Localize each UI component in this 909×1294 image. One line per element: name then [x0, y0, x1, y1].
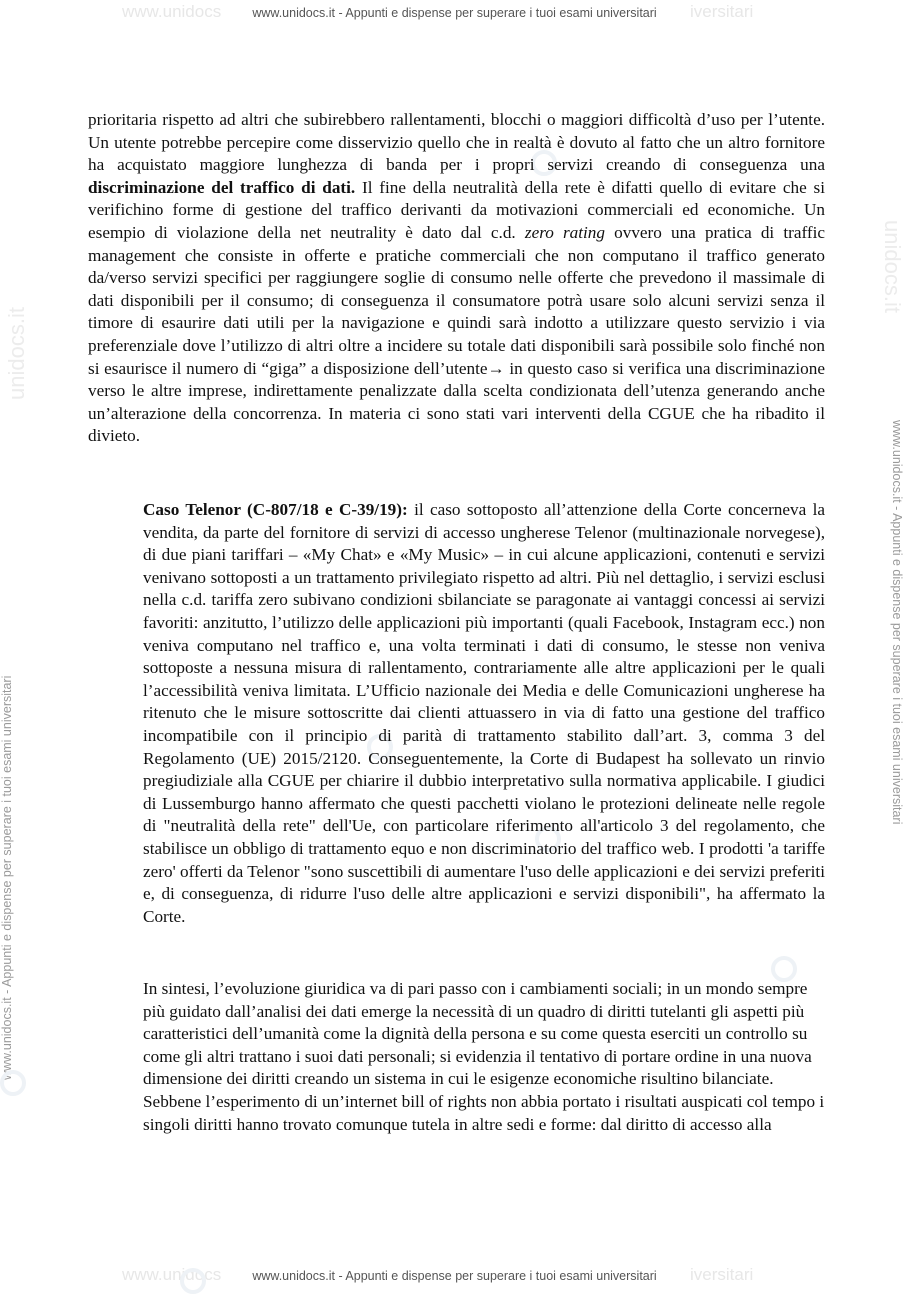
watermark-right-big: unidocs.it	[880, 220, 905, 313]
arrow-icon: →	[487, 358, 505, 378]
watermark-right-side: www.unidocs.it - Appunti e dispense per superare i tuoi esami universitari	[890, 420, 904, 825]
watermark-left-side: www.unidocs.it - Appunti e dispense per superare i tuoi esami universitari	[0, 675, 14, 1080]
body-paragraph-net-neutrality: prioritaria rispetto ad altri che subirebbero rallentamenti, blocchi o maggiori difficoltà d’uso per l’utente. Un utente potrebbe percepire come disservizio quello che in realtà è dovuto al fatto che un altro fornitore ha acquistato maggiore lunghezza di banda per i propri servizi creando di conseguenza una discriminazione del traffico di dati. Il fine della neutralità della rete è difatti quello di evitare che si verifichino forme di gestione del traffico derivanti da motivazioni commerciali ed economiche. Un esempio di violazione della net neutrality è dato dal c.d. zero rating ovvero una pratica di traffic management che consiste in offerte e pratiche commerciali che non computano il traffico generato da/verso servizi specifici per raggiungere soglie di consumo nelle offerte che prevedono il massimale di dati disponibili per il consumo; di conseguenza il consumatore potrà usare solo alcuni servizi senza il timore di esaurire dati utili per la navigazione e quindi sarà indotto a utilizzare questo servizio i via preferenziale dove l’utilizzo di altri oltre a incidere su totale dati disponibili sarà possibile solo finché non si esaurisce il numero di “giga” a disposizione dell’utente→ in questo caso si verifica una discriminazione verso le altre imprese, indirettamente penalizzate dalla scelta condizionata dell’utenza generando anche un’alterazione della concorrenza. In materia ci sono stati vari interventi della CGUE che ha ribadito il divieto.	[88, 110, 826, 446]
watermark-logo-icon	[0, 1070, 26, 1096]
italic-term-zero-rating: zero rating	[524, 222, 605, 242]
watermark-top-banner: www.unidocs.it - Appunti e dispense per superare i tuoi esami universitari	[252, 6, 657, 20]
watermark-bottom-banner: www.unidocs.it - Appunti e dispense per superare i tuoi esami universitari	[252, 1269, 657, 1283]
watermark-faint-right: iversitari	[690, 2, 754, 21]
watermark-logo-icon	[180, 1268, 206, 1294]
watermark-faint-left: www.unidocs	[122, 1265, 222, 1284]
case-heading: Caso Telenor (C-807/18 e C-39/19):	[143, 500, 408, 519]
watermark-left-big: unidocs.it	[4, 307, 29, 400]
body-paragraph-summary: In sintesi, l’evoluzione giuridica va di pari passo con i cambiamenti sociali; in un mondo sempre più guidato dall’analisi dei dati emerge la necessità di un quadro di diritti tutelanti gli aspetti più caratteristici dell’umanità come la dignità della persona e su come questa eserciti un controllo su come gli altri trattano i suoi dati personali; si evidenzia il tentativo di portare ordine in una nuova dimensione dei diritti creando un sistema in cui le esigenze economiche risultino bilanciate. Sebbene l’esperimento di un’internet bill of rights non abbia portato i risultati auspicati col tempo i singoli diritti hanno trovato comunque tutela in altre sedi e forme: dal diritto di accesso alla	[143, 979, 825, 1134]
body-paragraph-telenor-case: Caso Telenor (C-807/18 e C-39/19): il caso sottoposto all’attenzione della Corte concerneva la vendita, da parte del fornitore di servizi di accesso ungherese Telenor (multinazionale norvegese), di due piani tariffari – «My Chat» e «My Music» – in cui alcune applicazioni, contenuti e servizi venivano sottoposti a un trattamento privilegiato rispetto ad altri. Più nel dettaglio, i servizi esclusi nella c.d. tariffa zero subivano condizioni sbilanciate se paragonate ai vantaggi concessi ai servizi favoriti: anzitutto, l’utilizzo delle applicazioni più importanti (quali Facebook, Instagram ecc.) non veniva computano nel traffico e, una volta terminati i dati di consumo, le stesse non veniva sottoposte a nessuna misura di rallentamento, contrariamente alle altre applicazioni per le quali l’accessibilità veniva limitata. L’Ufficio nazionale dei Media e delle Comunicazioni ungherese ha ritenuto che le misure sottoscritte dai clienti attuassero in via di fatto una gestione del traffico incompatibile con il principio di parità di trattamento stabilito dall’art. 3, comma 3 del Regolamento (UE) 2015/2120. Conseguentemente, la Corte di Budapest ha sollevato un rinvio pregiudiziale alla CGUE per chiarire il dubbio interpretativo sulla normativa applicabile. I giudici di Lussemburgo hanno affermato che questi pacchetti violano le protezioni delineate nelle regole di "neutralità della rete" dell'Ue, con particolare riferimento all'articolo 3 del regolamento, che stabilisce un obbligo di trattamento equo e non discriminatorio del traffico web. I prodotti 'a tariffe zero' offerti da Telenor "sono suscettibili di aumentare l'uso delle applicazioni e dei servizi preferiti e, di conseguenza, di ridurre l'uso delle altre applicazioni e servizi disponibili", ha affermato la Corte.	[143, 500, 825, 926]
watermark-faint-left: www.unidocs	[122, 2, 222, 21]
watermark-faint-right: iversitari	[690, 1265, 754, 1284]
bold-term-discrimination: discriminazione del traffico di dati.	[88, 177, 356, 197]
